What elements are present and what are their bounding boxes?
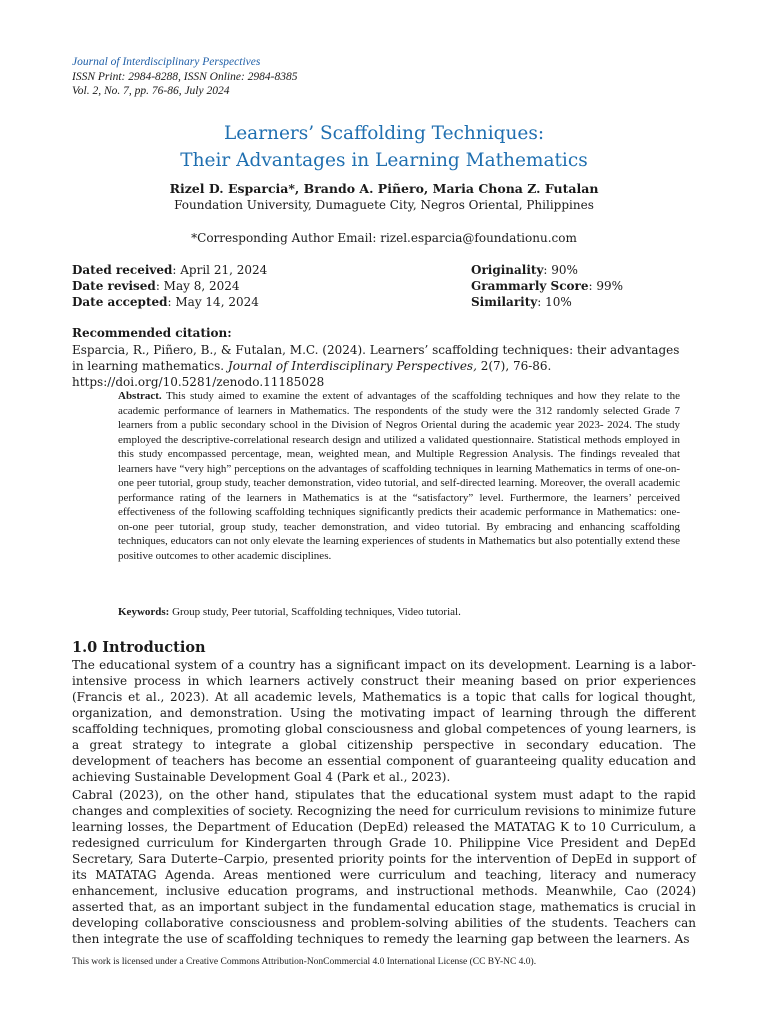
paper-title <box>0 120 768 174</box>
date-revised-value: : May 8, 2024 <box>155 279 240 293</box>
date-revised <box>72 278 267 294</box>
abstract <box>118 389 680 563</box>
abstract-text: This study aimed to examine the extent of advantages of the scaffolding techniques and how they relate to the academic performance of learners in Mathematics. The respondents of the study were the 312 randomly selected Grade 7 learners from a public secondary school in the Division of Negros Oriental during the academic year 2023- 2024. The study employed the descriptive-correlational research design and utilized a validated questionnaire. Statistical methods employed in this study encompassed percentage, mean, weighted mean, and Multiple Regression Analysis. The findings revealed that learners have “very high” perceptions on the advantages of scaffolding techniques in learning Mathematics in terms of one-on-one peer tutorial, group study, teacher demonstration, video tutorial, and self-directed learning. Moreover, the overall academic performance rating of the learners in Mathematics is at the “satisfactory” level. Furthermore, the learners’ perceived effectiveness of the following scaffolding techniques significantly predicts their academic performance in Mathematics: one-on-one peer tutorial, group study, teacher demonstration, and video tutorial. By embracing and enhancing scaffolding techniques, educators can not only elevate the learning experiences of students in Mathematics but also potentially extend these positive outcomes to other academic disciplines. <box>118 390 680 562</box>
keywords-text: Group study, Peer tutorial, Scaffolding techniques, Video tutorial. <box>169 606 461 618</box>
corresponding-email: *Corresponding Author Email: rizel.esparcia@foundationu.com <box>191 231 577 245</box>
citation-journal: Journal of Interdisciplinary Perspectives, <box>227 359 477 373</box>
originality-label: Originality <box>471 263 544 277</box>
journal-volume: Vol. 2, No. 7, pp. 76-86, July 2024 <box>72 85 230 97</box>
title-line-2: Their Advantages in Learning Mathematics <box>180 150 588 171</box>
section-heading: 1.0 Introduction <box>72 639 206 656</box>
keywords <box>118 606 680 618</box>
date-block <box>72 262 267 310</box>
license-footer: This work is licensed under a Creative Commons Attribution-NonCommercial 4.0 International License (CC BY-NC 4.0). <box>72 957 537 967</box>
journal-name: Journal of Interdisciplinary Perspectives <box>72 56 261 68</box>
journal-issn: ISSN Print: 2984-8288, ISSN Online: 2984-8385 <box>72 70 298 83</box>
author-list: Rizel D. Esparcia*, Brando A. Piñero, Maria Chona Z. Futalan <box>169 181 599 196</box>
affiliation: Foundation University, Dumaguete City, Negros Oriental, Philippines <box>174 198 594 212</box>
grammarly-value: : 99% <box>588 279 624 293</box>
keywords-label: Keywords: <box>118 606 170 618</box>
title-line-1: Learners’ Scaffolding Techniques: <box>223 123 545 144</box>
date-received <box>72 262 267 278</box>
similarity-value: : 10% <box>537 295 572 309</box>
intro-paragraph-1: The educational system of a country has a significant impact on its development. Learning is a labor-intensive process in which learners actively construct their meaning based on prior experiences (Francis et al., 2023). At all academic levels, Mathematics is a topic that calls for logical thought, organization, and demonstration. Using the motivating impact of learning through the different scaffolding techniques, promoting global consciousness and global competences of young learners, is a great strategy to integrate a global citizenship perspective in secondary education. The development of teachers has become an essential component of guaranteeing quality education and achieving Sustainable Development Goal 4 (Park et al., 2023). <box>72 658 696 784</box>
date-received-label: Dated received <box>72 263 173 277</box>
similarity-label: Similarity <box>471 295 538 309</box>
originality <box>471 262 623 278</box>
date-accepted-label: Date accepted <box>72 295 168 309</box>
journal-header <box>72 55 298 99</box>
similarity <box>471 294 623 310</box>
grammarly-score <box>471 278 623 294</box>
date-revised-label: Date revised <box>72 279 156 293</box>
date-accepted-value: : May 14, 2024 <box>167 295 259 309</box>
abstract-label: Abstract. <box>118 390 162 402</box>
citation-text <box>72 342 694 390</box>
citation-part-b: 2(7), 76-86. https://doi.org/10.5281/zenodo.11185028 <box>72 359 552 389</box>
date-accepted <box>72 294 267 310</box>
score-block <box>471 262 623 310</box>
grammarly-label: Grammarly Score <box>471 279 589 293</box>
citation-part-a: Esparcia, R., Piñero, B., & Futalan, M.C. (2024). Learners’ scaffolding techniques: their advantages in learning mathematics. <box>72 343 680 373</box>
citation-heading: Recommended citation: <box>72 326 232 340</box>
originality-value: : 90% <box>543 263 578 277</box>
intro-paragraph-2: Cabral (2023), on the other hand, stipulates that the educational system must adapt to the rapid changes and complexities of society. Recognizing the need for curriculum revisions to minimize future learning losses, the Department of Education (DepEd) released the MATATAG K to 10 Curriculum, a redesigned curriculum for Kindergarten through Grade 10. Philippine Vice President and DepEd Secretary, Sara Duterte–Carpio, presented priority points for the intervention of DepEd in support of its MATATAG Agenda. Areas mentioned were curriculum and teaching, literacy and numeracy enhancement, inclusive education programs, and instructional methods. Meanwhile, Cao (2024) asserted that, as an important subject in the fundamental education stage, mathematics is crucial in developing collaborative consciousness and problem-solving abilities of the students. Teachers can then integrate the use of scaffolding techniques to remedy the learning gap between the learners. As <box>72 788 696 946</box>
date-received-value: : April 21, 2024 <box>172 263 268 277</box>
